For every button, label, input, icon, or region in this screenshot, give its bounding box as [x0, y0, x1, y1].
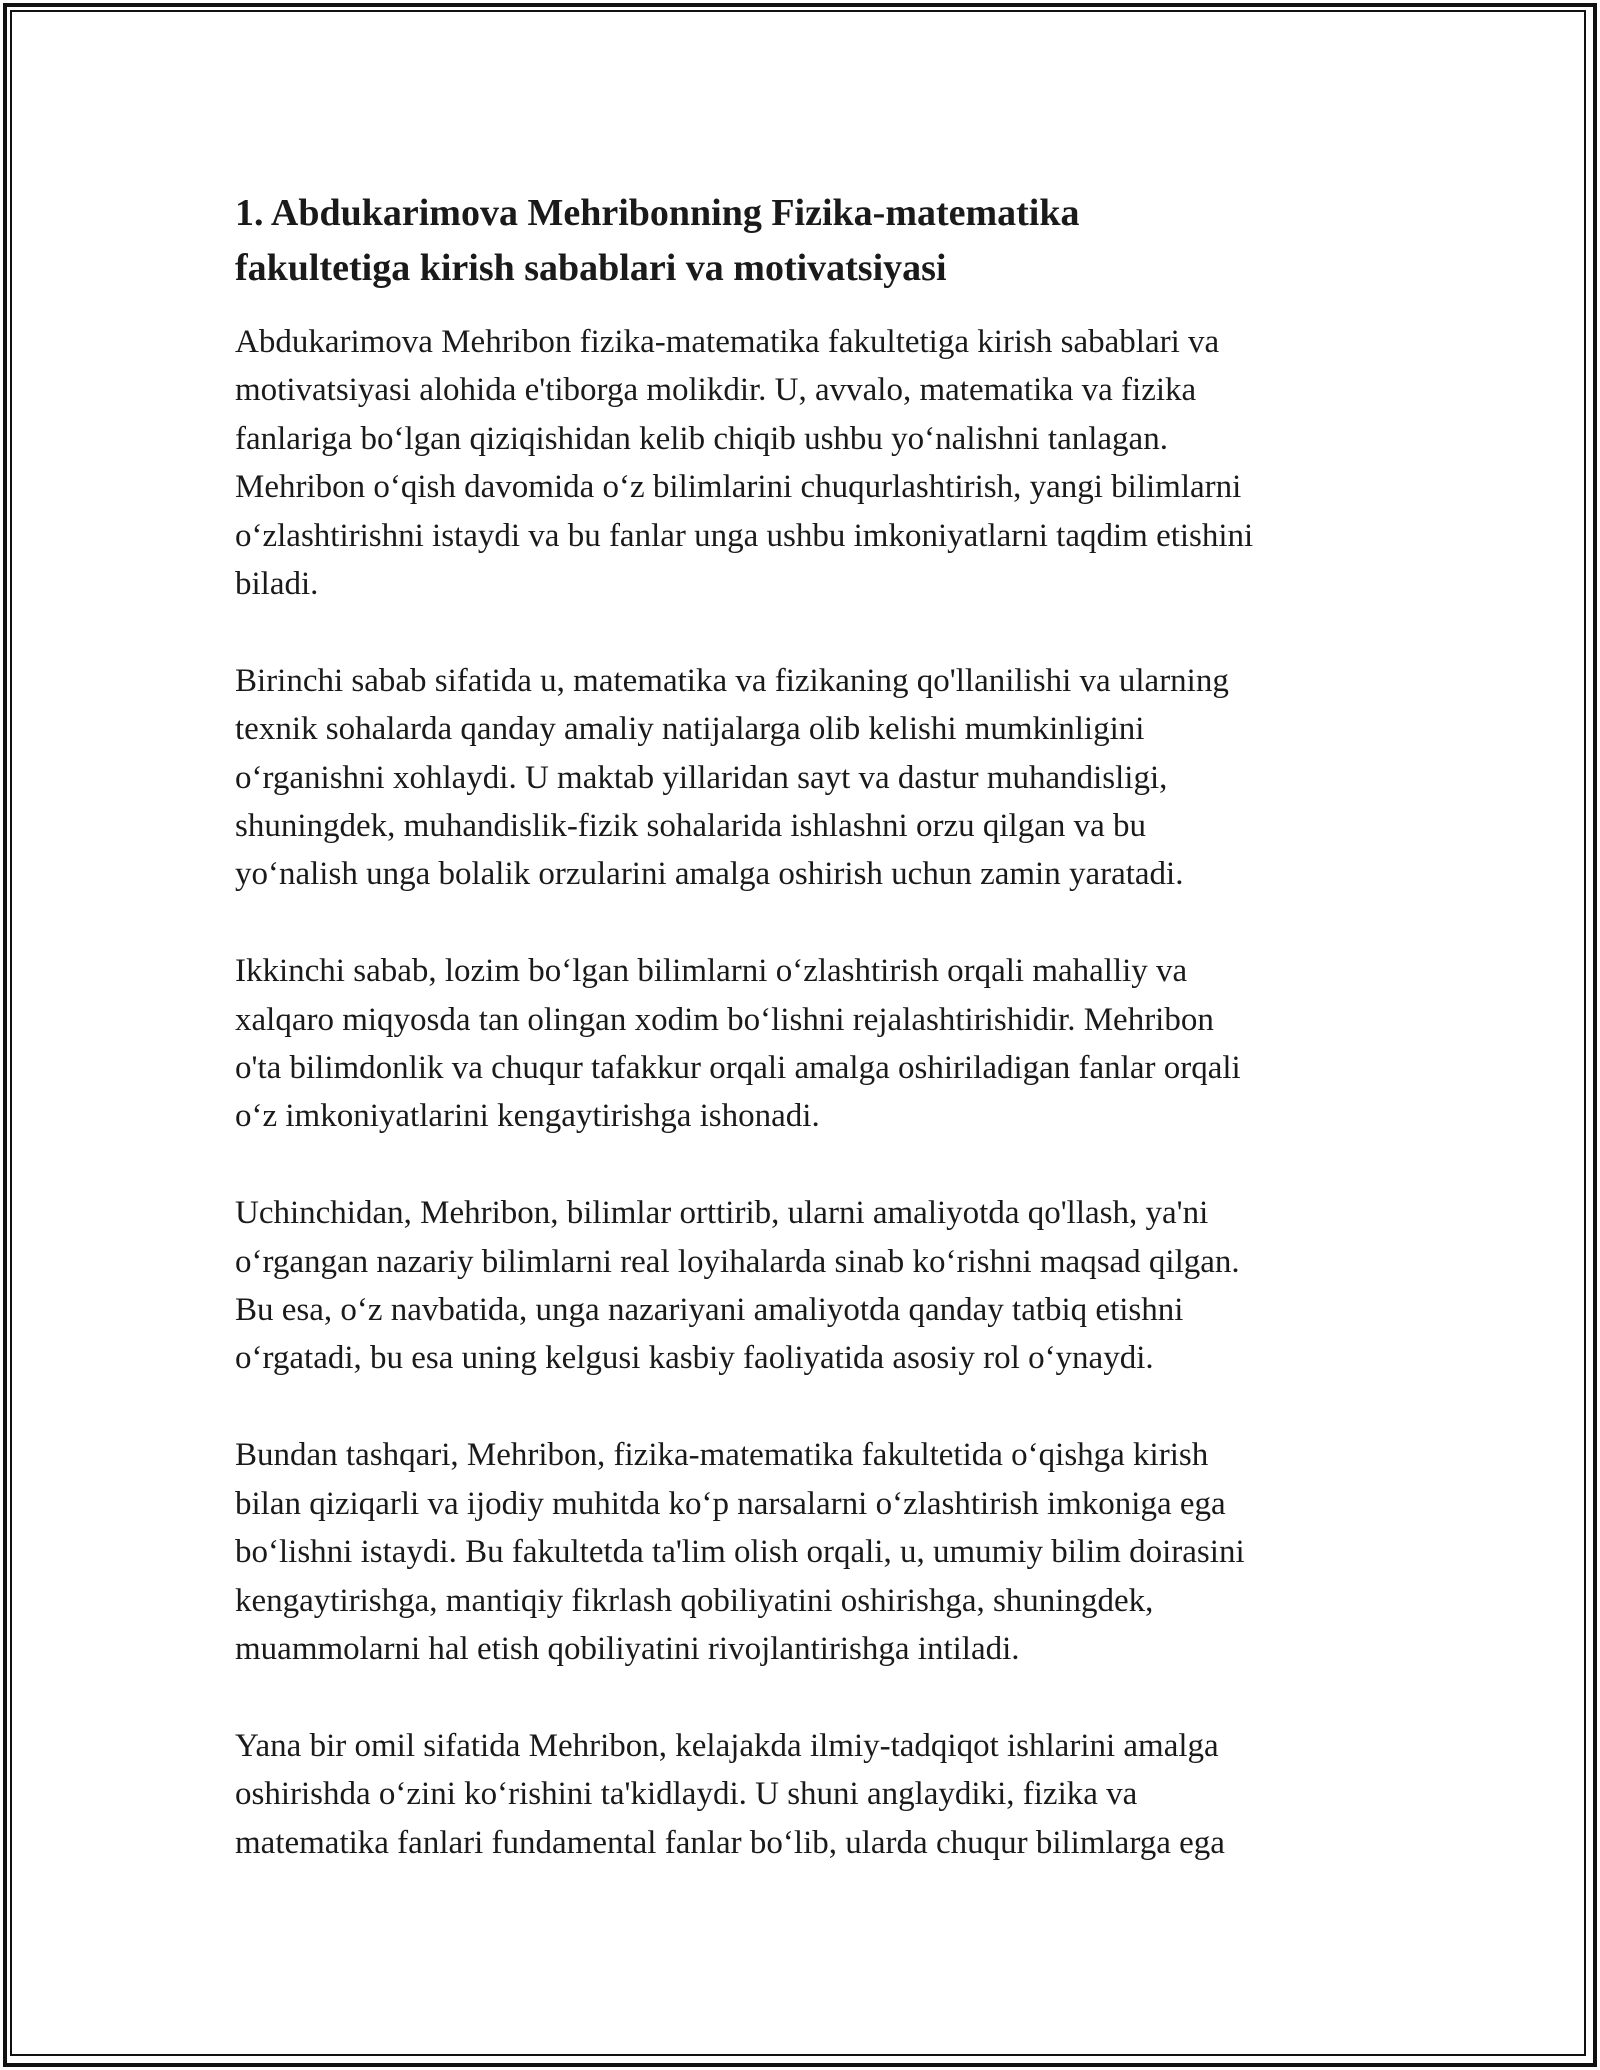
title-line: 1. Abdukarimova Mehribonning Fizika-matematika [235, 192, 1080, 234]
text-line: oʻrgatadi, bu esa uning kelgusi kasbiy faoliyatida asosiy rol oʻynaydi. [235, 1340, 1154, 1377]
text-line: fanlariga boʻlgan qiziqishidan kelib chiqib ushbu yoʻnalishni tanlagan. [235, 420, 1168, 457]
paragraph-additional [235, 1431, 1385, 1673]
text-line: Abdukarimova Mehribon fizika-matematika fakultetiga kirish sabablari va [235, 324, 1220, 360]
text-line: muammolarni hal etish qobiliyatini rivojlantirishga intiladi. [235, 1630, 1020, 1667]
paragraph-intro [235, 318, 1385, 608]
text-line: oʻzlashtirishni istaydi va bu fanlar unga ushbu imkoniyatlarni taqdim etishini [235, 517, 1254, 554]
text-line: texnik sohalarda qanday amaliy natijalarga olib kelishi mumkinligini [235, 711, 1145, 748]
text-line: oshirishda oʻzini koʻrishini ta'kidlaydi. U shuni anglaydiki, fizika va [235, 1776, 1138, 1813]
text-line: matematika fanlari fundamental fanlar boʻlib, ularda chuqur bilimlarga ega [235, 1824, 1225, 1861]
paragraph-another-factor [235, 1722, 1385, 1867]
text-line: Mehribon oʻqish davomida oʻz bilimlarini chuqurlashtirish, yangi bilimlarni [235, 469, 1242, 506]
text-line: Bundan tashqari, Mehribon, fizika-matematika fakultetida oʻqishga kirish [235, 1437, 1209, 1474]
text-line: xalqaro miqyosda tan olingan xodim boʻlishni rejalashtirishidir. Mehribon [235, 1001, 1214, 1038]
text-line: kengaytirishga, mantiqiy fikrlash qobiliyatini oshirishga, shuningdek, [235, 1582, 1154, 1619]
text-line: oʻrganishni xohlaydi. U maktab yillaridan sayt va dastur muhandisligi, [235, 759, 1168, 796]
text-line: oʻz imkoniyatlarini kengaytirishga ishonadi. [235, 1098, 820, 1135]
text-line: oʻrgangan nazariy bilimlarni real loyihalarda sinab koʻrishni maqsad qilgan. [235, 1243, 1240, 1280]
text-line: boʻlishni istaydi. Bu fakultetda ta'lim olish orqali, u, umumiy bilim doirasini [235, 1534, 1245, 1571]
text-line: Uchinchidan, Mehribon, bilimlar orttirib, ularni amaliyotda qo'llash, ya'ni [235, 1195, 1209, 1232]
text-line: motivatsiyasi alohida e'tiborga molikdir. U, avvalo, matematika va fizika [235, 372, 1197, 409]
text-line: o'ta bilimdonlik va chuqur tafakkur orqali amalga oshiriladigan fanlar orqali [235, 1050, 1241, 1087]
text-line: Bu esa, oʻz navbatida, unga nazariyani amaliyotda qanday tatbiq etishni [235, 1292, 1184, 1329]
text-line: Yana bir omil sifatida Mehribon, kelajakda ilmiy-tadqiqot ishlarini amalga [235, 1727, 1219, 1764]
paragraph-second-reason [235, 947, 1385, 1141]
document-body [235, 186, 1385, 1867]
text-line: Birinchi sabab sifatida u, matematika va fizikaning qo'llanilishi va ularning [235, 662, 1229, 699]
section-title [235, 186, 1385, 296]
text-line: yoʻnalish unga bolalik orzularini amalga oshirish uchun zamin yaratadi. [235, 856, 1184, 893]
text-line: shuningdek, muhandislik-fizik sohalarida ishlashni orzu qilgan va bu [235, 808, 1146, 845]
text-line: Ikkinchi sabab, lozim boʻlgan bilimlarni oʻzlashtirish orqali mahalliy va [235, 953, 1188, 990]
text-line: bilan qiziqarli va ijodiy muhitda koʻp narsalarni oʻzlashtirish imkoniga ega [235, 1485, 1226, 1522]
paragraph-first-reason [235, 657, 1385, 899]
text-line: biladi. [235, 566, 319, 603]
title-line: fakultetiga kirish sabablari va motivatsiyasi [235, 247, 947, 289]
paragraph-third-reason [235, 1189, 1385, 1383]
